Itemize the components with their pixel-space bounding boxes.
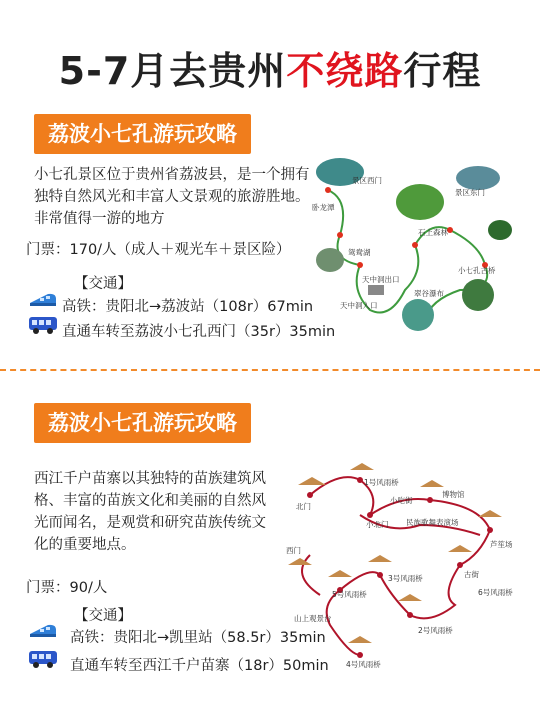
title-part2: 行程 [403,49,482,93]
section2-ticket: 门票：90/人 [26,580,108,596]
train-icon [28,290,58,308]
section1-bus: 直通车转至荔波小七孔西门（35r）35min [62,324,336,340]
map-label-east-gate: 景区东门 [455,188,485,197]
map-label-wolong: 卧龙潭 [312,203,335,212]
section2-train: 高铁：贵阳北→凯里站（58.5r）35min [70,630,326,646]
map-label-west-gate: 景区西门 [352,176,382,185]
map-label-yuanyang: 鸳鸯湖 [348,248,371,257]
map-label-lusheng: 芦笙场 [490,540,513,549]
train-icon [28,621,58,639]
section1-description: 小七孔景区位于贵州省荔波县，是一个拥有独特自然风光和丰富人文景观的旅游胜地。非常值得一游的地方 [34,167,310,227]
map-label-bridge2: 2号风雨桥 [418,626,453,635]
map-label-theater: 民族歌舞表演场 [406,518,459,527]
section-divider [0,369,540,371]
section1-transport-heading: 【交通】 [74,276,132,292]
section2-bus: 直通车转至西江千户苗寨（18r）50min [70,658,329,674]
map-label-cave-entry: 天中洞入口 [340,301,378,310]
map-label-old-street: 古街 [464,570,479,579]
map-label-bridge1: 1号风雨桥 [364,478,399,487]
page-title [0,40,540,95]
map-label-bridge3: 3号风雨桥 [388,574,423,583]
map-label-museum: 博物馆 [442,490,465,499]
map-label-bridge: 小七孔古桥 [458,266,496,275]
map-label-north-gate: 北门 [296,502,311,511]
map-label-bridge4: 4号风雨桥 [346,660,381,669]
map-label-snack: 小吃街 [390,496,413,505]
section2-description: 西江千户苗寨以其独特的苗族建筑风格、丰富的苗族文化和美丽的自然风光而闻名，是观赏和研究苗族传统文化的重要地点。 [34,471,266,553]
section1-ticket: 门票：170/人（成人＋观光车＋景区险） [26,242,291,258]
map-label-small-north: 小北门 [366,520,389,529]
map-label-bridge6: 6号风雨桥 [478,588,513,597]
bus-icon [28,649,58,669]
map-label-west-gate: 西门 [286,546,301,555]
section1-heading: 荔波小七孔游玩攻略 [34,114,251,154]
xijiang-route-map [280,455,530,675]
xiaoqikong-route-map [310,150,530,350]
map-label-waterfall: 翠谷瀑布 [414,289,444,298]
section2-transport-heading: 【交通】 [74,608,132,624]
title-highlight: 不绕路 [286,49,404,93]
section2-heading: 荔波小七孔游玩攻略 [34,403,251,443]
map-label-viewpoint: 山上观景台 [294,614,332,623]
map-label-stone-forest: 石上森林 [418,228,448,237]
map-label-bridge5: 5号风雨桥 [332,590,367,599]
section1-train: 高铁：贵阳北→荔波站（108r）67min [62,299,314,315]
bus-icon [28,315,58,335]
map-label-exit: 天中洞出口 [362,275,400,284]
title-part1: 5-7月去贵州 [58,49,287,93]
